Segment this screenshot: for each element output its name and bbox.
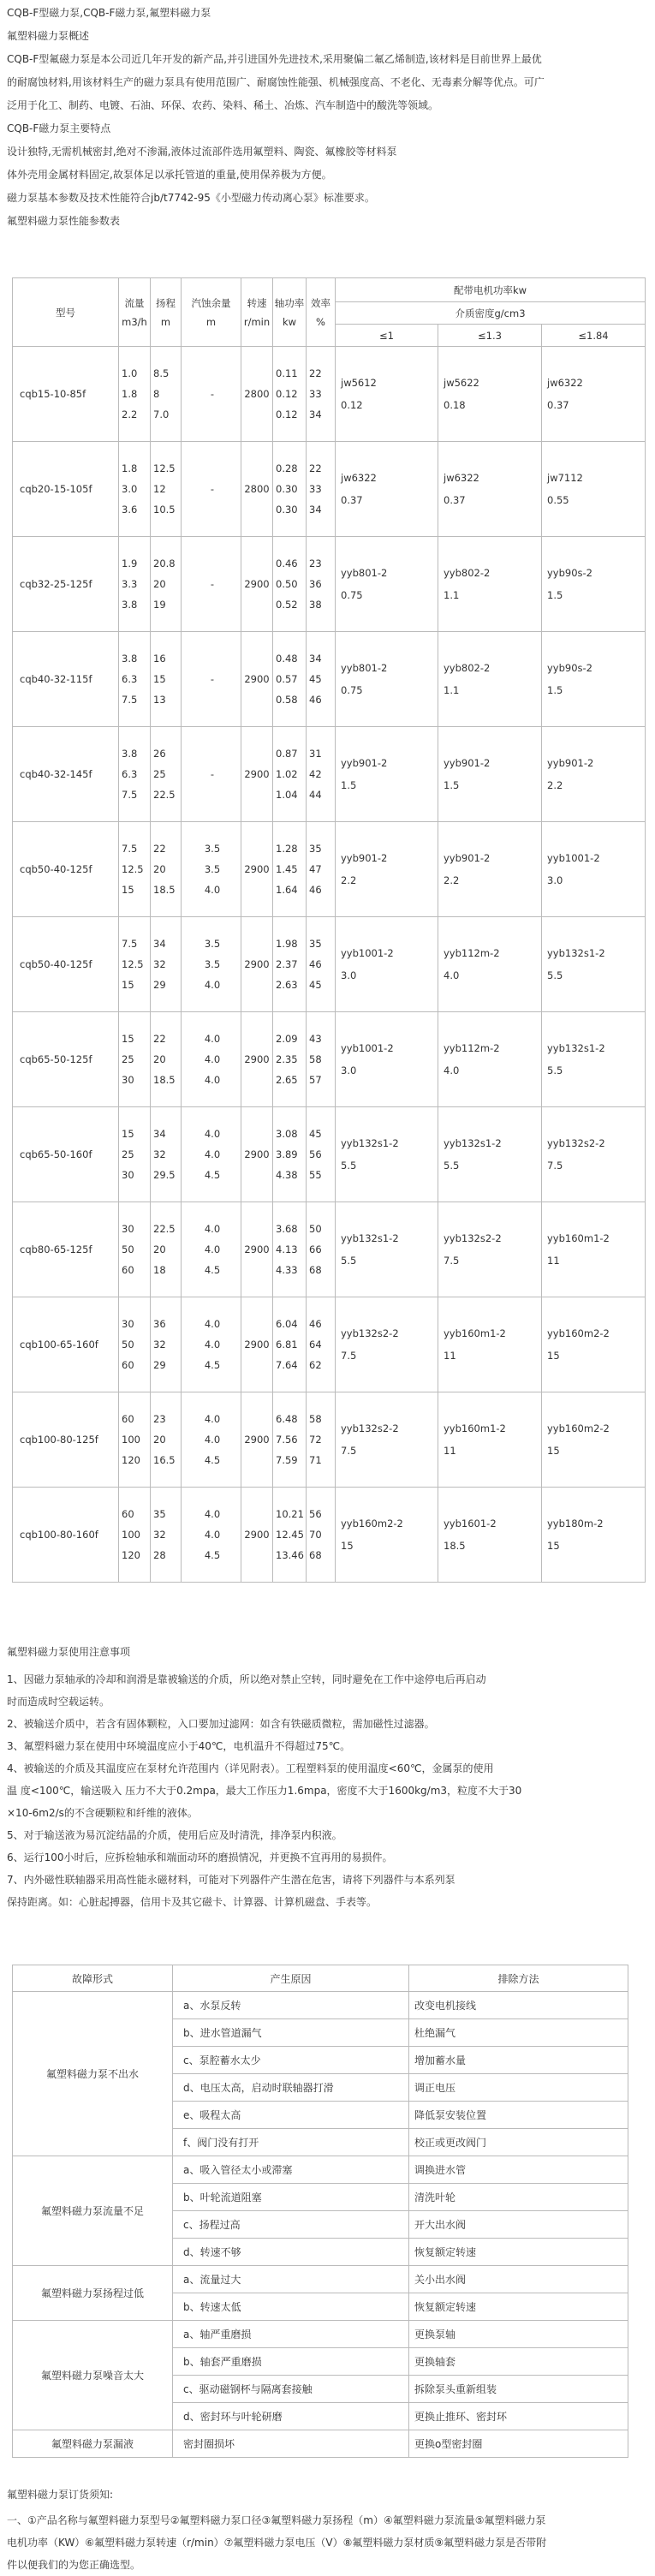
flow-cell: 7.5 12.5 15	[119, 822, 151, 917]
fault-cause-cell: c、驱动磁钢杯与隔离套接触	[173, 2376, 409, 2403]
motor-cell: yyb132s1-2 5.5	[542, 1012, 646, 1107]
shaft-power-cell: 1.28 1.45 1.64	[273, 822, 307, 917]
order-line: 一、①产品名称与氟塑料磁力泵型号②氟塑料磁力泵口径③氟塑料磁力泵扬程（m）④氟塑料磁力泵流量⑤氟塑料磁力泵	[7, 2514, 546, 2526]
motor-cell: jw6322 0.37	[336, 442, 438, 537]
npsh-cell: 3.5 3.5 4.0	[182, 917, 241, 1012]
model-cell: cqb80-65-125f	[13, 1202, 119, 1297]
shaft-power-cell: 6.48 7.56 7.59	[273, 1392, 307, 1488]
fault-remedy-cell: 开大出水阀	[409, 2211, 628, 2239]
order-heading: 氟塑料磁力泵订货须知:	[7, 2489, 114, 2501]
efficiency-cell: 22 33 34	[307, 347, 336, 442]
table-row	[13, 1488, 646, 1583]
efficiency-cell: 23 36 38	[307, 537, 336, 632]
fault-cause-cell: a、水泵反转	[173, 1992, 409, 2019]
shaft-power-cell: 0.48 0.57 0.58	[273, 632, 307, 727]
speed-cell: 2800	[241, 347, 273, 442]
head-cell: 26 25 22.5	[151, 727, 182, 822]
model-cell: cqb32-25-125f	[13, 537, 119, 632]
fault-cause-cell: b、轴套严重磨损	[173, 2348, 409, 2376]
model-cell: cqb50-40-125f	[13, 917, 119, 1012]
motor-cell: yyb132s1-2 5.5	[336, 1107, 438, 1202]
flow-cell: 60 100 120	[119, 1488, 151, 1583]
table-row	[13, 1392, 646, 1488]
motor-cell: yyb132s2-2 7.5	[542, 1107, 646, 1202]
fault-remedy-cell: 更换o型密封圈	[409, 2430, 628, 2458]
flow-cell: 1.8 3.0 3.6	[119, 442, 151, 537]
table-row	[13, 537, 646, 632]
motor-cell: yyb132s2-2 7.5	[336, 1392, 438, 1488]
table-row	[13, 822, 646, 917]
efficiency-cell: 22 33 34	[307, 442, 336, 537]
efficiency-cell: 58 72 71	[307, 1392, 336, 1488]
speed-cell: 2900	[241, 727, 273, 822]
note-item: 温 度<100℃，输送吸入 压力不大于0.2mpa，最大工作压力1.6mpa，密度不大于1600kg/m3，粒度不大于30	[7, 1785, 522, 1797]
npsh-cell: 4.0 4.0 4.5	[182, 1297, 241, 1392]
flow-cell: 3.8 6.3 7.5	[119, 632, 151, 727]
model-cell: cqb100-80-125f	[13, 1392, 119, 1488]
fault-cause-cell: c、扬程过高	[173, 2211, 409, 2239]
table-row	[13, 2321, 628, 2348]
model-cell: cqb100-65-160f	[13, 1297, 119, 1392]
motor-cell: yyb801-2 0.75	[336, 632, 438, 727]
flow-cell: 30 50 60	[119, 1202, 151, 1297]
efficiency-cell: 50 66 68	[307, 1202, 336, 1297]
motor-cell: yyb160m1-2 11	[438, 1297, 542, 1392]
shaft-power-cell: 0.28 0.30 0.30	[273, 442, 307, 537]
head-cell: 8.5 8 7.0	[151, 347, 182, 442]
npsh-cell: -	[182, 347, 241, 442]
speed-cell: 2900	[241, 822, 273, 917]
table-row	[13, 632, 646, 727]
flow-cell: 15 25 30	[119, 1012, 151, 1107]
shaft-power-cell: 3.68 4.13 4.33	[273, 1202, 307, 1297]
fault-remedy-cell: 降低泵安装位置	[409, 2102, 628, 2129]
notes-heading: 氟塑料磁力泵使用注意事项	[7, 1646, 131, 1658]
shaft-power-cell: 0.11 0.12 0.12	[273, 347, 307, 442]
table-row	[13, 2156, 628, 2184]
usage-notes	[7, 1641, 648, 1913]
efficiency-cell: 45 56 55	[307, 1107, 336, 1202]
page-title: CQB-F型磁力泵,CQB-F磁力泵,氟塑料磁力泵	[7, 7, 211, 19]
fault-cause-cell: e、吸程太高	[173, 2102, 409, 2129]
fault-remedy-cell: 校正或更改阀门	[409, 2129, 628, 2156]
overview-line: 泛用于化工、制药、电镀、石油、环保、农药、染料、稀土、冶炼、汽车制造中的酸洗等领域。	[7, 99, 439, 111]
motor-cell: yyb901-2 1.5	[336, 727, 438, 822]
motor-cell: yyb132s1-2 5.5	[438, 1107, 542, 1202]
motor-cell: yyb132s1-2 5.5	[336, 1202, 438, 1297]
col-header-speed: 转速 r/min	[241, 278, 273, 347]
motor-cell: yyb132s1-2 5.5	[542, 917, 646, 1012]
fault-remedy-cell: 调换进水管	[409, 2156, 628, 2184]
motor-cell: yyb802-2 1.1	[438, 632, 542, 727]
intro-section	[7, 0, 648, 233]
motor-cell: yyb180m-2 15	[542, 1488, 646, 1583]
motor-cell: yyb160m1-2 11	[438, 1392, 542, 1488]
col-header-density-1: ≤1	[336, 325, 438, 347]
fault-cause-cell: a、流量过大	[173, 2266, 409, 2293]
shaft-power-cell: 6.04 6.81 7.64	[273, 1297, 307, 1392]
flow-cell: 30 50 60	[119, 1297, 151, 1392]
fault-remedy-cell: 增加蓄水量	[409, 2047, 628, 2074]
npsh-cell: -	[182, 632, 241, 727]
table-row	[13, 1992, 628, 2019]
flow-cell: 7.5 12.5 15	[119, 917, 151, 1012]
shaft-power-cell: 10.21 12.45 13.46	[273, 1488, 307, 1583]
npsh-cell: 4.0 4.0 4.5	[182, 1202, 241, 1297]
head-cell: 34 32 29.5	[151, 1107, 182, 1202]
speed-cell: 2900	[241, 1202, 273, 1297]
head-cell: 23 20 16.5	[151, 1392, 182, 1488]
fault-remedy-cell: 杜绝漏气	[409, 2019, 628, 2047]
order-notice	[7, 2484, 648, 2576]
motor-cell: jw5622 0.18	[438, 347, 542, 442]
motor-cell: yyb160m2-2 15	[542, 1297, 646, 1392]
motor-cell: yyb802-2 1.1	[438, 537, 542, 632]
flow-cell: 60 100 120	[119, 1392, 151, 1488]
fault-cause-cell: a、轴严重磨损	[173, 2321, 409, 2348]
head-cell: 36 32 29	[151, 1297, 182, 1392]
features-line: 磁力泵基本参数及技术性能符合jb/t7742-95《小型磁力传动离心泵》标准要求。	[7, 192, 375, 204]
model-cell: cqb40-32-145f	[13, 727, 119, 822]
npsh-cell: -	[182, 442, 241, 537]
speed-cell: 2900	[241, 1297, 273, 1392]
motor-cell: yyb112m-2 4.0	[438, 1012, 542, 1107]
flow-cell: 3.8 6.3 7.5	[119, 727, 151, 822]
speed-cell: 2900	[241, 1012, 273, 1107]
flow-cell: 1.0 1.8 2.2	[119, 347, 151, 442]
col-header-npsh: 汽蚀余量 m	[182, 278, 241, 347]
features-line: 设计独特,无需机械密封,绝对不渗漏,液体过流部件选用氟塑料、陶瓷、氟橡胶等材料泵	[7, 146, 397, 158]
fault-cause-cell: a、吸入管径太小或滞塞	[173, 2156, 409, 2184]
note-item: 1、因磁力泵轴承的冷却和润滑是靠被输送的介质，所以绝对禁止空转，同时避免在工作中途停电后再启动	[7, 1673, 486, 1685]
motor-cell: jw5612 0.12	[336, 347, 438, 442]
fault-cause-cell: b、转速太低	[173, 2293, 409, 2321]
model-cell: cqb100-80-160f	[13, 1488, 119, 1583]
fault-remedy-cell: 更换泵轴	[409, 2321, 628, 2348]
motor-cell: yyb801-2 0.75	[336, 537, 438, 632]
overview-line: 的耐腐蚀材料,用该材料生产的磁力泵具有使用范围广、耐腐蚀性能强、机械强度高、不老化、无毒素分解等优点。可广	[7, 76, 545, 88]
features-line: 体外壳用金属材料固定,故泵体足以承托管道的重量,使用保养极为方便。	[7, 169, 332, 181]
fault-remedy-cell: 关小出水阀	[409, 2266, 628, 2293]
motor-cell: yyb132s2-2 7.5	[336, 1297, 438, 1392]
npsh-cell: -	[182, 727, 241, 822]
overview-heading: 氟塑料磁力泵概述	[7, 30, 90, 42]
speed-cell: 2800	[241, 442, 273, 537]
speed-cell: 2900	[241, 1392, 273, 1488]
speed-cell: 2900	[241, 632, 273, 727]
fault-form-cell: 氟塑料磁力泵扬程过低	[13, 2266, 173, 2321]
overview-line: CQB-F型氟磁力泵是本公司近几年开发的新产品,并引进国外先进技术,采用聚偏二氟乙烯制造,该材料是目前世界上最优	[7, 53, 542, 65]
model-cell: cqb65-50-125f	[13, 1012, 119, 1107]
model-cell: cqb20-15-105f	[13, 442, 119, 537]
order-line: 电机功率（KW）⑥氟塑料磁力泵转速（r/min）⑦氟塑料磁力泵电压（V）⑧氟塑料磁力泵材质⑨氟塑料磁力泵是否带附	[7, 2537, 547, 2549]
motor-cell: jw6322 0.37	[438, 442, 542, 537]
note-item: 2、被输送介质中，若含有固体颗粒，入口要加过滤网：如含有铁磁质微粒，需加磁性过滤器。	[7, 1718, 435, 1730]
fault-remedy-cell: 更换止推环、密封环	[409, 2403, 628, 2430]
motor-cell: yyb901-2 2.2	[438, 822, 542, 917]
fault-header-form: 故障形式	[13, 1965, 173, 1992]
shaft-power-cell: 0.87 1.02 1.04	[273, 727, 307, 822]
motor-cell: yyb901-2 1.5	[438, 727, 542, 822]
speed-cell: 2900	[241, 917, 273, 1012]
head-cell: 35 32 28	[151, 1488, 182, 1583]
table-row	[13, 1012, 646, 1107]
shaft-power-cell: 2.09 2.35 2.65	[273, 1012, 307, 1107]
col-header-flow: 流量 m3/h	[119, 278, 151, 347]
motor-cell: yyb160m2-2 15	[336, 1488, 438, 1583]
fault-cause-cell: 密封圈损坏	[173, 2430, 409, 2458]
fault-cause-cell: b、进水管道漏气	[173, 2019, 409, 2047]
efficiency-cell: 31 42 44	[307, 727, 336, 822]
col-header-shaft-power: 轴功率 kw	[273, 278, 307, 347]
note-item: 5、对于输送液为易沉淀结晶的介质，使用后应及时清洗，排净泵内积液。	[7, 1829, 342, 1841]
fault-cause-cell: b、叶轮流道阻塞	[173, 2184, 409, 2211]
speed-cell: 2900	[241, 1488, 273, 1583]
table-row	[13, 1107, 646, 1202]
npsh-cell: 4.0 4.0 4.0	[182, 1012, 241, 1107]
model-cell: cqb65-50-160f	[13, 1107, 119, 1202]
motor-cell: jw7112 0.55	[542, 442, 646, 537]
note-item: 时而造成时空载运转。	[7, 1696, 110, 1708]
col-header-head: 扬程 m	[151, 278, 182, 347]
head-cell: 22.5 20 18	[151, 1202, 182, 1297]
fault-form-cell: 氟塑料磁力泵流量不足	[13, 2156, 173, 2266]
model-cell: cqb50-40-125f	[13, 822, 119, 917]
flow-cell: 15 25 30	[119, 1107, 151, 1202]
fault-remedy-cell: 更换轴套	[409, 2348, 628, 2376]
head-cell: 22 20 18.5	[151, 822, 182, 917]
col-header-density-1-3: ≤1.3	[438, 325, 542, 347]
fault-remedy-cell: 恢复额定转速	[409, 2239, 628, 2266]
fault-cause-cell: d、电压太高，启动时联轴器打滑	[173, 2074, 409, 2102]
shaft-power-cell: 3.08 3.89 4.38	[273, 1107, 307, 1202]
table-row	[13, 1202, 646, 1297]
col-header-model: 型号	[13, 278, 119, 347]
head-cell: 16 15 13	[151, 632, 182, 727]
speed-cell: 2900	[241, 1107, 273, 1202]
shaft-power-cell: 0.46 0.50 0.52	[273, 537, 307, 632]
fault-header-cause: 产生原因	[173, 1965, 409, 1992]
col-header-density-1-84: ≤1.84	[542, 325, 646, 347]
table-row	[13, 2266, 628, 2293]
head-cell: 34 32 29	[151, 917, 182, 1012]
efficiency-cell: 35 46 45	[307, 917, 336, 1012]
col-header-density: 介质密度g/cm3	[336, 302, 646, 325]
fault-form-cell: 氟塑料磁力泵漏液	[13, 2430, 173, 2458]
motor-cell: yyb90s-2 1.5	[542, 537, 646, 632]
flow-cell: 1.9 3.3 3.8	[119, 537, 151, 632]
fault-header-remedy: 排除方法	[409, 1965, 628, 1992]
fault-form-cell: 氟塑料磁力泵不出水	[13, 1992, 173, 2156]
motor-cell: yyb1001-2 3.0	[336, 1012, 438, 1107]
note-item: 4、被输送的介质及其温度应在泵材允许范围内（详见附表）。工程塑料泵的使用温度<60℃，金属泵的使用	[7, 1762, 494, 1774]
table-row	[13, 347, 646, 442]
note-item: ×10-6m2/s的不含硬颗粒和纤维的液体。	[7, 1807, 198, 1819]
order-line: 件以便我们的为您正确选型。	[7, 2559, 141, 2571]
fault-form-cell: 氟塑料磁力泵噪音太大	[13, 2321, 173, 2430]
motor-cell: yyb1001-2 3.0	[336, 917, 438, 1012]
head-cell: 20.8 20 19	[151, 537, 182, 632]
table-row	[13, 727, 646, 822]
npsh-cell: 4.0 4.0 4.5	[182, 1488, 241, 1583]
fault-remedy-cell: 清洗叶轮	[409, 2184, 628, 2211]
fault-remedy-cell: 改变电机接线	[409, 1992, 628, 2019]
note-item: 6、运行100小时后，应拆检轴承和端面动环的磨损情况，并更换不宜再用的易损件。	[7, 1852, 393, 1863]
head-cell: 12.5 12 10.5	[151, 442, 182, 537]
motor-cell: yyb132s2-2 7.5	[438, 1202, 542, 1297]
fault-table	[12, 1965, 628, 2458]
efficiency-cell: 35 47 46	[307, 822, 336, 917]
head-cell: 22 20 18.5	[151, 1012, 182, 1107]
fault-cause-cell: f、阀门没有打开	[173, 2129, 409, 2156]
efficiency-cell: 46 64 62	[307, 1297, 336, 1392]
table-row	[13, 917, 646, 1012]
fault-cause-cell: d、转速不够	[173, 2239, 409, 2266]
table-row	[13, 1297, 646, 1392]
fault-cause-cell: d、密封环与叶轮研磨	[173, 2403, 409, 2430]
features-heading: CQB-F磁力泵主要特点	[7, 122, 111, 134]
npsh-cell: 4.0 4.0 4.5	[182, 1392, 241, 1488]
model-cell: cqb40-32-115f	[13, 632, 119, 727]
motor-cell: yyb160m2-2 15	[542, 1392, 646, 1488]
npsh-cell: 3.5 3.5 4.0	[182, 822, 241, 917]
fault-remedy-cell: 调正电压	[409, 2074, 628, 2102]
motor-cell: yyb1001-2 3.0	[542, 822, 646, 917]
performance-table	[12, 277, 646, 1583]
table-heading: 氟塑料磁力泵性能参数表	[7, 215, 121, 227]
col-header-motor-power: 配带电机功率kw	[336, 278, 646, 302]
table-row	[13, 2430, 628, 2458]
model-cell: cqb15-10-85f	[13, 347, 119, 442]
npsh-cell: -	[182, 537, 241, 632]
col-header-efficiency: 效率 %	[307, 278, 336, 347]
efficiency-cell: 43 58 57	[307, 1012, 336, 1107]
npsh-cell: 4.0 4.0 4.5	[182, 1107, 241, 1202]
table-row	[13, 442, 646, 537]
motor-cell: yyb112m-2 4.0	[438, 917, 542, 1012]
motor-cell: yyb901-2 2.2	[542, 727, 646, 822]
motor-cell: yyb1601-2 18.5	[438, 1488, 542, 1583]
note-item: 3、氟塑料磁力泵在使用中环境温度应小于40℃，电机温升不得超过75℃。	[7, 1740, 351, 1752]
fault-remedy-cell: 恢复额定转速	[409, 2293, 628, 2321]
efficiency-cell: 34 45 46	[307, 632, 336, 727]
note-item: 保持距离。如：心脏起搏器，信用卡及其它磁卡、计算器、计算机磁盘、手表等。	[7, 1896, 378, 1908]
motor-cell: yyb90s-2 1.5	[542, 632, 646, 727]
motor-cell: yyb901-2 2.2	[336, 822, 438, 917]
motor-cell: jw6322 0.37	[542, 347, 646, 442]
efficiency-cell: 56 70 68	[307, 1488, 336, 1583]
fault-cause-cell: c、泵腔蓄水太少	[173, 2047, 409, 2074]
fault-remedy-cell: 拆除泵头重新组装	[409, 2376, 628, 2403]
shaft-power-cell: 1.98 2.37 2.63	[273, 917, 307, 1012]
note-item: 7、内外磁性联轴器采用高性能永磁材料，可能对下列器件产生潜在危害，请将下列器件与本系列泵	[7, 1874, 456, 1886]
speed-cell: 2900	[241, 537, 273, 632]
motor-cell: yyb160m1-2 11	[542, 1202, 646, 1297]
